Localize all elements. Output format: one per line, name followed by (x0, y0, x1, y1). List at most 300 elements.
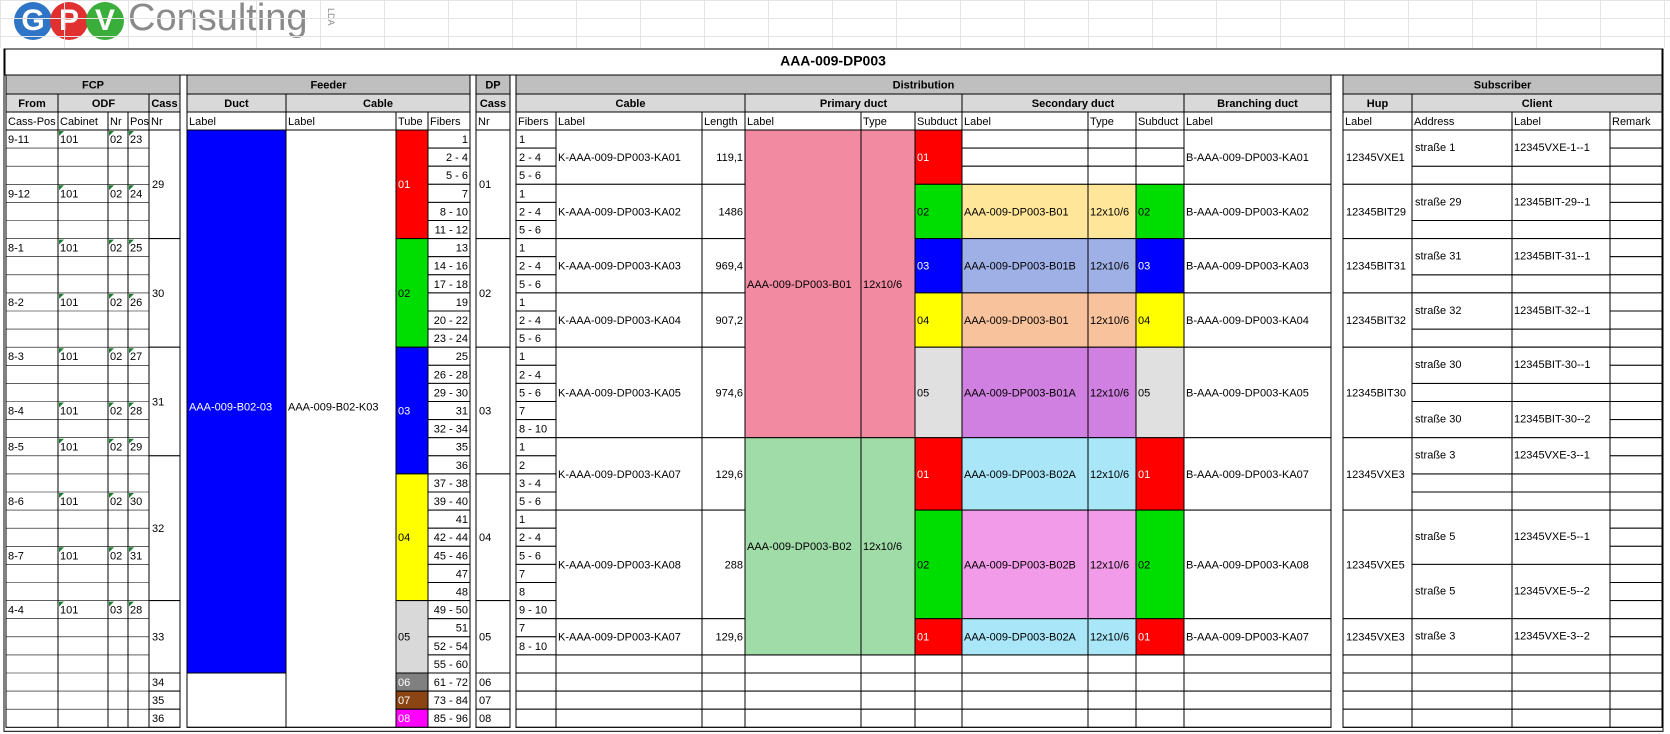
cass-nr-text: 29 (152, 179, 165, 192)
empty-cell (1512, 275, 1610, 293)
empty-cell (1512, 492, 1610, 510)
dist-fiber-text: 1 (519, 242, 526, 255)
dist-length: 129,6 (715, 631, 743, 644)
empty-cell (1610, 347, 1662, 365)
dist-fiber-text: 5 - 6 (519, 387, 542, 400)
fcp-odf-nr: 02 (110, 133, 123, 146)
col-odf-nr-text: Nr (110, 115, 122, 128)
dist-cable-label: K-AAA-009-DP003-KA07 (558, 468, 681, 481)
empty-cell (1412, 655, 1512, 673)
empty-cell (1610, 130, 1662, 148)
feeder-duct-empty (187, 673, 286, 727)
dp-cass-text: 01 (479, 179, 492, 192)
empty-cell (1610, 420, 1662, 438)
cass-nr-text: 36 (152, 713, 165, 726)
secondary-label: AAA-009-DP003-B02B (964, 559, 1076, 572)
secondary-subduct-nr: 02 (1138, 559, 1151, 572)
empty-cell (1610, 691, 1662, 709)
empty-cell (1610, 546, 1662, 564)
empty-cell (1088, 709, 1136, 727)
fcp-cass-pos: 9-12 (8, 188, 31, 201)
dist-fiber-text: 5 - 6 (519, 224, 542, 237)
hup-label: 12345BIT32 (1346, 314, 1406, 327)
dp-cass-text: 04 (479, 532, 492, 545)
col-duct-label-text: Label (189, 115, 216, 128)
client-label: 12345VXE-3--1 (1514, 449, 1590, 462)
col-dist-fibers-text: Fibers (518, 115, 549, 128)
empty-cell (1512, 673, 1610, 691)
branching-label: B-AAA-009-DP003-KA02 (1186, 206, 1309, 219)
dist-cable-label: K-AAA-009-DP003-KA07 (558, 631, 681, 644)
dist-fiber-text: 1 (519, 133, 526, 146)
empty-cell (962, 673, 1088, 691)
empty-cell (915, 709, 962, 727)
primary-subduct-nr: 01 (917, 631, 930, 644)
empty-cell (1136, 691, 1184, 709)
primary-label: AAA-009-DP003-B01 (747, 278, 852, 291)
col-subduct-text: Subduct (917, 115, 958, 128)
secondary-label: AAA-009-DP003-B01 (964, 314, 1069, 327)
empty-cell (1610, 221, 1662, 239)
subscriber-header-text: Subscriber (1473, 79, 1532, 92)
dist-fiber-cell (516, 673, 556, 691)
empty-cell (1610, 474, 1662, 492)
fcp-cabinet: 101 (60, 296, 79, 309)
logo-g-circle: G (14, 2, 52, 40)
tube-nr: 07 (398, 695, 411, 708)
empty-cell (1512, 383, 1610, 401)
hup-label: 12345VXE1 (1346, 152, 1405, 165)
empty-cell (702, 655, 745, 673)
dist-length: 288 (724, 559, 743, 572)
dist-fiber-text: 2 - 4 (519, 369, 542, 382)
empty-cell (1512, 166, 1610, 184)
distribution-header-text: Distribution (892, 79, 955, 92)
feeder-fiber-text: 31 (455, 405, 468, 418)
branching-label: B-AAA-009-DP003-KA01 (1186, 152, 1309, 165)
secondary-label: AAA-009-DP003-B01 (964, 206, 1069, 219)
hup-label: 12345VXE5 (1346, 559, 1405, 572)
dist-fiber-text: 2 - 4 (519, 206, 542, 219)
branching-label: B-AAA-009-DP003-KA08 (1186, 559, 1309, 572)
client-label: 12345BIT-31--1 (1514, 250, 1591, 263)
col-client-text: Client (1521, 97, 1553, 110)
empty-cell (556, 709, 702, 727)
feeder-fiber-text: 7 (461, 188, 468, 201)
dist-fiber-text: 2 - 4 (519, 314, 542, 327)
feeder-fiber-text: 39 - 40 (433, 495, 468, 508)
empty-cell (1610, 528, 1662, 546)
dist-length: 1486 (718, 206, 743, 219)
dist-fiber-text: 1 (519, 296, 526, 309)
empty-cell (1184, 673, 1331, 691)
feeder-fiber-text: 1 (461, 133, 468, 146)
empty-cell (915, 691, 962, 709)
tube-nr: 02 (398, 287, 411, 300)
cass-nr-text: 32 (152, 523, 165, 536)
empty-cell (1610, 619, 1662, 637)
fcp-odf-pos: 28 (130, 604, 143, 617)
dist-fiber-cell (516, 655, 556, 673)
empty-cell (1412, 492, 1512, 510)
hup-label: 12345VXE3 (1346, 468, 1405, 481)
feeder-fiber-text: 2 - 4 (445, 152, 468, 165)
empty-cell (702, 673, 745, 691)
secondary-subduct-nr: 03 (1138, 260, 1151, 273)
dist-length: 907,2 (715, 314, 743, 327)
dist-length: 969,4 (715, 260, 743, 273)
dist-fiber-cell (516, 709, 556, 727)
empty-cell (1610, 438, 1662, 456)
empty-cell (962, 691, 1088, 709)
empty-cell (1610, 383, 1662, 401)
fcp-odf-pos: 27 (130, 351, 143, 364)
client-address: straße 3 (1415, 449, 1456, 462)
feeder-fiber-text: 25 (455, 351, 468, 364)
tube-nr: 05 (398, 631, 411, 644)
sheet-title: AAA-009-DP003 (780, 52, 886, 69)
empty-cell (1610, 184, 1662, 202)
client-address: straße 30 (1415, 359, 1462, 372)
empty-cell (1088, 673, 1136, 691)
fcp-odf-nr: 02 (110, 296, 123, 309)
empty-cell (1412, 221, 1512, 239)
empty-cell (1136, 709, 1184, 727)
empty-cell (1412, 383, 1512, 401)
dist-length: 129,6 (715, 468, 743, 481)
feeder-fiber-text: 19 (455, 296, 468, 309)
secondary-type: 12x10/6 (1090, 260, 1130, 273)
client-label: 12345VXE-3--2 (1514, 630, 1590, 643)
dist-fiber-text: 3 - 4 (519, 477, 542, 490)
empty-cell (1088, 148, 1136, 166)
dist-fiber-cell (516, 691, 556, 709)
hup-label: 12345VXE3 (1346, 631, 1405, 644)
col-branching-duct-text: Branching duct (1217, 97, 1298, 110)
branching-label: B-AAA-009-DP003-KA07 (1186, 468, 1309, 481)
primary-subduct-nr: 05 (917, 387, 930, 400)
col-tube-text: Tube (398, 115, 423, 128)
feeder-header-text: Feeder (310, 79, 347, 92)
branching-label: B-AAA-009-DP003-KA04 (1186, 314, 1309, 327)
dist-fiber-text: 1 (519, 514, 526, 527)
empty-cell (1412, 709, 1512, 727)
dist-cable-label: K-AAA-009-DP003-KA08 (558, 559, 681, 572)
secondary-type: 12x10/6 (1090, 631, 1130, 644)
feeder-fiber-text: 37 - 38 (433, 477, 468, 490)
empty-cell (1184, 655, 1331, 673)
feeder-fiber-text: 26 - 28 (433, 369, 468, 382)
cass-nr-text: 31 (152, 396, 165, 409)
fcp-odf-pos: 28 (130, 405, 143, 418)
feeder-fiber-text: 5 - 6 (445, 170, 468, 183)
fcp-cabinet: 101 (60, 242, 79, 255)
empty-cell (962, 166, 1088, 184)
feeder-fiber-text: 49 - 50 (433, 604, 468, 617)
secondary-type: 12x10/6 (1090, 387, 1130, 400)
client-label: 12345BIT-29--1 (1514, 196, 1591, 209)
empty-cell (1343, 691, 1412, 709)
feeder-fiber-text: 45 - 46 (433, 550, 468, 563)
fcp-odf-nr: 02 (110, 188, 123, 201)
client-label: 12345BIT-32--1 (1514, 304, 1591, 317)
empty-cell (962, 655, 1088, 673)
hup-label: 12345BIT31 (1346, 260, 1406, 273)
empty-cell (1610, 293, 1662, 311)
fcp-odf-pos: 29 (130, 441, 143, 454)
secondary-subduct-nr: 02 (1138, 206, 1151, 219)
client-label: 12345BIT-30--1 (1514, 359, 1591, 372)
empty-cell (1512, 709, 1610, 727)
client-label: 12345VXE-5--1 (1514, 531, 1590, 544)
empty-cell (556, 691, 702, 709)
empty-cell (1512, 655, 1610, 673)
empty-cell (1610, 275, 1662, 293)
col-client-label-text: Label (1514, 115, 1541, 128)
dist-fiber-text: 2 - 4 (519, 260, 542, 273)
empty-cell (1610, 637, 1662, 655)
fcp-cass-pos: 8-7 (8, 550, 24, 563)
dist-fiber-text: 2 (519, 459, 526, 472)
fcp-odf-pos: 26 (130, 296, 143, 309)
fcp-odf-pos: 30 (130, 495, 143, 508)
fcp-odf-pos: 23 (130, 133, 143, 146)
fcp-cass-pos: 8-4 (8, 405, 24, 418)
col-cable-text: Cable (363, 97, 393, 110)
col-remark-text: Remark (1612, 115, 1651, 128)
col-hup-label-text: Label (1345, 115, 1372, 128)
dist-fiber-text: 8 - 10 (519, 423, 548, 436)
dist-length: 119,1 (716, 152, 743, 165)
dist-cable-label: K-AAA-009-DP003-KA02 (558, 206, 681, 219)
client-label: 12345VXE-5--2 (1514, 585, 1590, 598)
empty-cell (1610, 239, 1662, 257)
empty-cell (1136, 130, 1184, 148)
empty-cell (1088, 655, 1136, 673)
secondary-subduct-nr: 01 (1138, 631, 1151, 644)
col-dp-nr-text: Nr (478, 115, 490, 128)
empty-cell (1512, 221, 1610, 239)
primary-subduct-nr: 04 (917, 314, 930, 327)
feeder-fiber-text: 11 - 12 (434, 224, 468, 237)
dp-cass-text: 03 (479, 405, 492, 418)
branching-label: B-AAA-009-DP003-KA03 (1186, 260, 1309, 273)
empty-cell (1610, 601, 1662, 619)
empty-cell (1610, 709, 1662, 727)
empty-cell (1610, 329, 1662, 347)
feeder-fiber-text: 36 (455, 459, 468, 472)
empty-cell (915, 673, 962, 691)
col-cable-label-text: Label (288, 115, 315, 128)
empty-cell (962, 709, 1088, 727)
empty-cell (1343, 709, 1412, 727)
feeder-fiber-text: 73 - 84 (433, 695, 468, 708)
dist-fiber-text: 5 - 6 (519, 333, 542, 346)
feeder-fiber-text: 61 - 72 (433, 676, 468, 689)
fcp-cabinet: 101 (60, 351, 79, 364)
col-primary-duct-text: Primary duct (819, 97, 888, 110)
col-fibers-text: Fibers (430, 115, 461, 128)
secondary-type: 12x10/6 (1090, 206, 1130, 219)
hup-label: 12345BIT29 (1346, 206, 1406, 219)
feeder-duct-label: AAA-009-B02-03 (189, 401, 273, 414)
empty-cell (1136, 655, 1184, 673)
fcp-cabinet: 101 (60, 495, 79, 508)
secondary-label: AAA-009-DP003-B01A (964, 387, 1076, 400)
feeder-fiber-text: 20 - 22 (433, 314, 468, 327)
col-secondary-label-text: Label (964, 115, 991, 128)
branching-label: B-AAA-009-DP003-KA05 (1186, 387, 1309, 400)
feeder-fiber-text: 32 - 34 (433, 423, 468, 436)
client-address: straße 31 (1415, 250, 1462, 263)
empty-cell (1610, 456, 1662, 474)
dist-fiber-text: 7 (519, 568, 526, 581)
client-label: 12345BIT-30--2 (1514, 413, 1591, 426)
feeder-fiber-text: 48 (455, 586, 468, 599)
primary-type: 12x10/6 (863, 278, 903, 291)
empty-cell (1184, 691, 1331, 709)
fcp-odf-nr: 02 (110, 550, 123, 563)
fcp-cass-pos: 8-6 (8, 495, 24, 508)
cass-nr-text: 34 (152, 676, 165, 689)
fcp-odf-pos: 31 (130, 550, 143, 563)
empty-cell (1412, 329, 1512, 347)
fcp-odf-pos: 24 (130, 188, 143, 201)
client-address: straße 30 (1415, 413, 1462, 426)
empty-cell (1343, 655, 1412, 673)
dist-fiber-text: 8 - 10 (519, 640, 548, 653)
fcp-odf-nr: 02 (110, 495, 123, 508)
cass-nr-text: 30 (152, 287, 165, 300)
empty-cell (1512, 691, 1610, 709)
dist-cable-label: K-AAA-009-DP003-KA01 (558, 152, 681, 165)
dist-cable-label: K-AAA-009-DP003-KA05 (558, 387, 681, 400)
dist-fiber-text: 1 (519, 188, 526, 201)
col-odf-pos-text: Pos (130, 115, 149, 128)
empty-cell (1610, 564, 1662, 582)
feeder-fiber-text: 85 - 96 (433, 713, 468, 726)
secondary-subduct-nr: 04 (1138, 314, 1151, 327)
empty-cell (1343, 673, 1412, 691)
empty-cell (861, 691, 915, 709)
tube-nr: 04 (398, 532, 411, 545)
empty-cell (556, 673, 702, 691)
cass-nr-text: 35 (152, 695, 165, 708)
dist-fiber-text: 2 - 4 (519, 532, 542, 545)
dist-fiber-text: 5 - 6 (519, 495, 542, 508)
fcp-odf-nr: 02 (110, 405, 123, 418)
fcp-header-text: FCP (82, 79, 104, 92)
secondary-type: 12x10/6 (1090, 468, 1130, 481)
empty-cell (702, 691, 745, 709)
feeder-fiber-text: 23 - 24 (433, 333, 468, 346)
empty-cell (1610, 148, 1662, 166)
dp-header-text: DP (485, 79, 501, 92)
logo-v-circle: V (86, 2, 124, 40)
feeder-fiber-text: 13 (455, 242, 468, 255)
dist-fiber-text: 5 - 6 (519, 170, 542, 183)
empty-cell (556, 655, 702, 673)
empty-cell (1610, 492, 1662, 510)
empty-cell (861, 673, 915, 691)
empty-cell (1610, 257, 1662, 275)
primary-subduct-nr: 02 (917, 559, 930, 572)
feeder-fiber-text: 51 (455, 622, 468, 635)
logo-p-circle: P (50, 2, 88, 40)
dist-fiber-text: 9 - 10 (519, 604, 548, 617)
col-length-text: Length (704, 115, 738, 128)
empty-cell (861, 709, 915, 727)
col-cass-nr-text: Nr (151, 115, 163, 128)
fcp-cass-pos: 4-4 (8, 604, 24, 617)
dist-length: 974,6 (715, 387, 743, 400)
col-secondary-subduct-text: Subduct (1138, 115, 1179, 128)
empty-cell (1610, 583, 1662, 601)
dist-fiber-text: 7 (519, 622, 526, 635)
fcp-cabinet: 101 (60, 188, 79, 201)
feeder-fiber-text: 41 (455, 514, 468, 527)
feeder-fiber-text: 35 (455, 441, 468, 454)
dp-cass-text: 02 (479, 287, 492, 300)
empty-cell (1512, 474, 1610, 492)
fcp-cabinet: 101 (60, 550, 79, 563)
primary-subduct-nr: 02 (917, 206, 930, 219)
empty-cell (1610, 202, 1662, 220)
branching-label: B-AAA-009-DP003-KA07 (1186, 631, 1309, 644)
empty-cell (1512, 329, 1610, 347)
feeder-fiber-text: 14 - 16 (433, 260, 468, 273)
feeder-fiber-text: 8 - 10 (439, 206, 468, 219)
col-secondary-duct-text: Secondary duct (1031, 97, 1115, 110)
empty-cell (1610, 655, 1662, 673)
secondary-subduct-nr: 01 (1138, 468, 1151, 481)
col-primary-type-text: Type (863, 115, 887, 128)
dist-fiber-text: 5 - 6 (519, 278, 542, 291)
feeder-fiber-text: 55 - 60 (433, 658, 468, 671)
empty-cell (915, 655, 962, 673)
empty-cell (1412, 166, 1512, 184)
feeder-fiber-text: 42 - 44 (433, 532, 468, 545)
fcp-odf-pos: 25 (130, 242, 143, 255)
dist-fiber-text: 1 (519, 441, 526, 454)
empty-cell (1610, 166, 1662, 184)
empty-cell (1610, 365, 1662, 383)
empty-cell (1088, 691, 1136, 709)
client-address: straße 32 (1415, 304, 1462, 317)
col-secondary-type-text: Type (1090, 115, 1114, 128)
logo-lda: LDA (326, 8, 336, 26)
client-address: straße 1 (1415, 142, 1456, 155)
tube-nr: 01 (398, 179, 411, 192)
empty-cell (1412, 673, 1512, 691)
cass-nr-text: 33 (152, 631, 165, 644)
client-address: straße 29 (1415, 196, 1462, 209)
feeder-cable-label: AAA-009-B02-K03 (288, 401, 379, 414)
col-hup-text: Hup (1366, 97, 1389, 110)
feeder-fiber-text: 29 - 30 (433, 387, 468, 400)
empty-cell (1088, 166, 1136, 184)
fcp-cabinet: 101 (60, 133, 79, 146)
empty-cell (745, 709, 861, 727)
empty-cell (861, 655, 915, 673)
secondary-label: AAA-009-DP003-B02A (964, 468, 1076, 481)
col-dist-cable-text: Cable (615, 97, 646, 110)
empty-cell (1610, 311, 1662, 329)
client-label: 12345VXE-1--1 (1514, 142, 1590, 155)
client-address: straße 3 (1415, 630, 1456, 643)
col-branching-label-text: Label (1186, 115, 1213, 128)
dist-cable-label: K-AAA-009-DP003-KA03 (558, 260, 681, 273)
